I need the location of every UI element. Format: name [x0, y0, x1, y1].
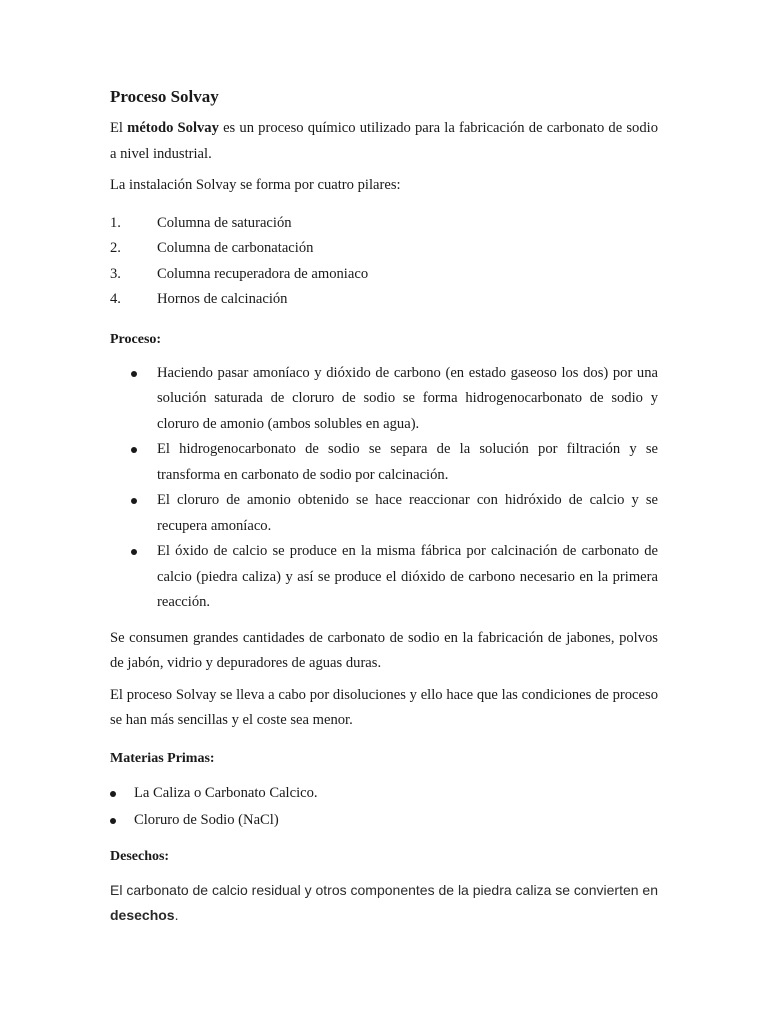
list-item [110, 236, 658, 262]
list-text: Hornos de calcinación [157, 291, 288, 307]
list-text: Columna de carbonatación [157, 240, 314, 256]
list-item [110, 211, 658, 237]
list-text: Haciendo pasar amoníaco y dióxido de carbono (en estado gaseoso los dos) por una solución saturada de cloruro de sodio se forma hidrogenocarbonato de sodio y cloruro de amonio (ambos solubles en agua). [157, 364, 658, 432]
document-title: Proceso Solvay [110, 87, 219, 106]
bullet-icon [110, 818, 116, 824]
bullet-icon [131, 549, 137, 555]
process-heading: Proceso: [110, 331, 162, 347]
list-number: 2. [110, 240, 121, 256]
waste-paragraph [110, 878, 658, 928]
intro-paragraph [110, 116, 658, 167]
list-item [110, 807, 658, 834]
raw-materials-list [110, 780, 658, 834]
document-page [110, 84, 658, 942]
waste-bold-term: desechos [110, 906, 175, 923]
intro-rest: es un proceso químico utilizado para la fabricación de carbonato de sodio a nivel industrial. [110, 120, 659, 162]
waste-heading: Desechos: [110, 848, 170, 864]
list-number: 4. [110, 291, 121, 307]
list-item [110, 361, 658, 438]
process-steps-list [110, 361, 658, 616]
list-text: Cloruro de Sodio (NaCl) [134, 811, 279, 828]
intro-bold-term: método Solvay [127, 120, 219, 136]
list-text: Columna recuperadora de amoniaco [157, 265, 369, 282]
list-text: El óxido de calcio se produce en la misma fábrica por calcinación de carbonato de calcio (piedra caliza) y así se produce el dióxido de carbono necesario en la primera reacción. [157, 543, 658, 610]
list-number: 3. [110, 265, 121, 282]
list-text: La Caliza o Carbonato Calcico. [134, 784, 318, 801]
bullet-icon [131, 498, 137, 504]
list-text: Columna de saturación [157, 214, 292, 231]
list-item [110, 539, 658, 616]
uses-paragraph: Se consumen grandes cantidades de carbonato de sodio en la fabricación de jabones, polvos de jabón, vidrio y depuradores de aguas duras. [110, 629, 658, 671]
pillars-intro: La instalación Solvay se forma por cuatro pilares: [110, 177, 401, 193]
list-item [110, 262, 658, 288]
bullet-icon [131, 371, 137, 377]
bullet-icon [110, 791, 116, 797]
bullet-icon [131, 447, 137, 453]
list-text: El cloruro de amonio obtenido se hace reaccionar con hidróxido de calcio y se recupera amoníaco. [157, 492, 658, 534]
list-item [110, 287, 658, 313]
raw-materials-heading: Materias Primas: [110, 750, 215, 766]
waste-suffix: . [174, 906, 179, 923]
list-item [110, 488, 658, 539]
list-text: El hidrogenocarbonato de sodio se separa de la solución por filtración y se transforma en carbonato de sodio por calcinación. [157, 441, 658, 483]
waste-prefix: El carbonato de calcio residual y otros componentes de la piedra caliza se convierten en [110, 881, 658, 898]
pillars-list [110, 211, 658, 313]
intro-prefix: El [110, 120, 128, 136]
list-item [110, 780, 658, 807]
conditions-paragraph: El proceso Solvay se lleva a cabo por disoluciones y ello hace que las condiciones de proceso se han más sencillas y el coste sea menor. [110, 686, 658, 728]
list-item [110, 437, 658, 488]
list-number: 1. [110, 214, 121, 231]
